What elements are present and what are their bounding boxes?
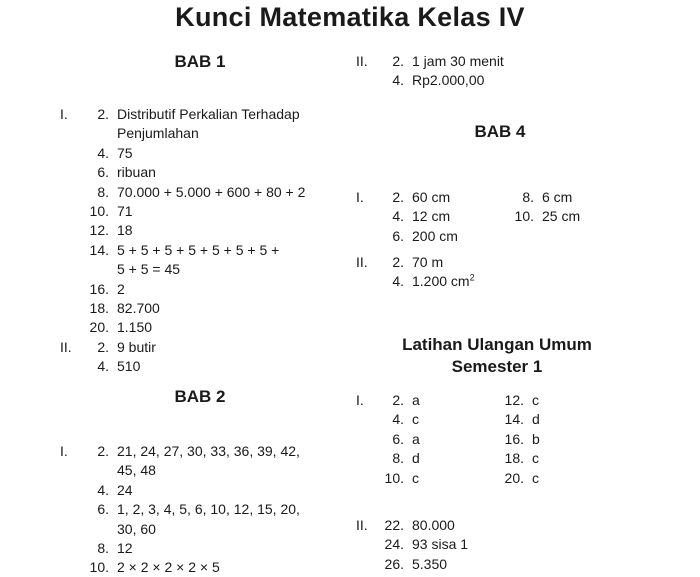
bab1-heading: BAB 1 (174, 52, 226, 71)
latihan-subheading: Semester 1 (451, 357, 543, 376)
latihan-section-ii-label: II. (356, 517, 368, 533)
item-answer: 2 (117, 280, 125, 297)
list-item (380, 252, 443, 272)
list-item (85, 279, 125, 299)
list-item (85, 143, 133, 163)
list-item (85, 519, 156, 539)
item-number: 12. (89, 222, 109, 239)
list-item (85, 538, 133, 558)
item-number: 10. (514, 208, 534, 225)
item-answer: 12 cm (412, 208, 451, 225)
item-answer: 5.350 (412, 555, 448, 572)
item-number: 16. (504, 430, 524, 447)
list-item (380, 51, 504, 71)
item-number: 6. (392, 227, 404, 244)
list-item (85, 317, 152, 337)
item-answer: 71 (117, 203, 133, 219)
item-number: 2. (97, 443, 109, 459)
item-answer: 2 × 2 × 2 × 2 × 5 (117, 559, 220, 576)
list-item (380, 390, 420, 410)
item-answer: 25 cm (542, 208, 581, 225)
list-item (500, 390, 539, 410)
item-answer: 6 cm (542, 189, 573, 205)
item-answer: 9 butir (117, 339, 156, 355)
list-item (85, 259, 180, 279)
bab4-section-i-label: I. (356, 189, 364, 205)
item-answer: c (532, 469, 539, 486)
list-item (500, 448, 539, 468)
list-item (380, 429, 420, 449)
list-item (85, 441, 300, 461)
item-number: 4. (392, 208, 404, 225)
item-answer: 18 (117, 222, 133, 239)
item-answer: 510 (117, 358, 141, 375)
item-number: 4. (97, 144, 109, 161)
item-answer: 24 (117, 481, 133, 498)
bab1-section-ii-label: II. (60, 339, 72, 355)
list-item (380, 206, 450, 226)
item-number: 20. (504, 469, 524, 486)
item-answer: 75 (117, 144, 133, 161)
item-number: 8. (97, 183, 109, 200)
list-item (85, 557, 220, 577)
item-answer: 70.000 + 5.000 + 600 + 80 + 2 (117, 183, 306, 200)
item-number: 18. (89, 300, 109, 316)
item-answer: Distributif Perkalian Terhadap (117, 106, 300, 122)
item-number: 8. (97, 540, 109, 556)
item-answer: 45, 48 (117, 462, 156, 479)
bab3-section-ii-label: II. (356, 53, 368, 69)
item-answer: d (532, 411, 540, 428)
item-number: 12. (504, 392, 524, 408)
list-item (85, 298, 160, 318)
item-number: 26. (384, 555, 404, 572)
list-item (500, 468, 539, 488)
list-item (380, 554, 447, 574)
item-answer: ribuan (117, 164, 156, 181)
list-item (380, 187, 450, 207)
item-answer: 70 m (412, 254, 444, 270)
list-item (85, 123, 199, 143)
item-answer: 60 cm (412, 189, 451, 205)
item-answer: 93 sisa 1 (412, 536, 469, 553)
list-item (380, 226, 458, 246)
list-item (85, 104, 300, 124)
item-number: 18. (504, 450, 524, 467)
item-answer: 12 (117, 540, 133, 556)
bab4-heading: BAB 4 (474, 122, 526, 141)
list-item (85, 182, 305, 202)
item-answer (412, 271, 475, 291)
list-item (85, 220, 133, 240)
list-item (85, 460, 156, 480)
item-number: 6. (97, 501, 109, 518)
item-number: 4. (392, 411, 404, 428)
item-answer: d (412, 450, 420, 467)
item-number: 2. (392, 392, 404, 408)
item-number: 14. (89, 241, 109, 258)
item-answer: 80.000 (412, 517, 455, 533)
item-number: 2. (97, 339, 109, 355)
item-answer-text: 1.200 cm (412, 273, 470, 289)
item-answer: 30, 60 (117, 520, 156, 537)
item-answer: Rp2.000,00 (412, 72, 485, 89)
item-answer: 82.700 (117, 300, 160, 316)
item-answer: c (412, 411, 419, 428)
item-answer: b (532, 430, 540, 447)
item-answer: c (532, 450, 539, 467)
item-answer: Penjumlahan (117, 125, 199, 142)
item-number: 10. (89, 559, 109, 576)
item-number: 4. (97, 481, 109, 498)
item-answer: c (412, 469, 419, 486)
list-item (85, 356, 140, 376)
list-item (510, 206, 580, 226)
list-item (85, 240, 279, 260)
item-answer: a (412, 392, 420, 408)
list-item (85, 499, 300, 519)
bab2-heading: BAB 2 (174, 387, 226, 406)
item-answer: 1, 2, 3, 4, 5, 6, 10, 12, 15, 20, (117, 501, 300, 518)
item-answer: 1.150 (117, 319, 153, 336)
list-item (380, 468, 419, 488)
item-number: 2. (97, 106, 109, 122)
bab2-section-i-label: I. (60, 443, 68, 459)
item-answer: 200 cm (412, 227, 458, 244)
item-number: 8. (522, 189, 534, 205)
item-answer: a (412, 430, 420, 447)
list-item (85, 201, 133, 221)
item-number: 16. (89, 280, 109, 297)
superscript: 2 (469, 272, 475, 283)
item-answer: 21, 24, 27, 30, 33, 36, 39, 42, (117, 443, 300, 459)
list-item (380, 448, 420, 468)
item-number: 14. (504, 411, 524, 428)
list-item (380, 515, 455, 535)
item-number: 2. (392, 254, 404, 270)
item-number: 4. (97, 358, 109, 375)
list-item (380, 409, 419, 429)
item-number: 2. (392, 189, 404, 205)
item-number: 10. (89, 203, 109, 219)
latihan-heading: Latihan Ulangan Umum (402, 335, 592, 354)
list-item (85, 480, 133, 500)
bab1-section-i-label: I. (60, 106, 68, 122)
item-number: 4. (392, 273, 404, 289)
list-item (380, 534, 468, 554)
list-item (500, 409, 540, 429)
list-item (380, 70, 484, 90)
item-number: 4. (392, 72, 404, 89)
list-item (500, 429, 540, 449)
item-number: 24. (384, 536, 404, 553)
list-item (510, 187, 572, 207)
item-answer: 5 + 5 + 5 + 5 + 5 + 5 + 5 + (117, 241, 280, 258)
item-answer: c (532, 392, 539, 408)
item-number: 20. (89, 319, 109, 336)
list-item (380, 271, 475, 291)
item-number: 2. (392, 53, 404, 69)
item-answer: 1 jam 30 menit (412, 53, 504, 69)
item-number: 22. (384, 517, 404, 533)
latihan-section-i-label: I. (356, 392, 364, 408)
page-title: Kunci Matematika Kelas IV (175, 2, 525, 32)
item-number: 6. (97, 164, 109, 181)
bab4-section-ii-label: II. (356, 254, 368, 270)
item-number: 10. (384, 469, 404, 486)
item-number: 8. (392, 450, 404, 467)
list-item (85, 337, 156, 357)
item-number: 6. (392, 430, 404, 447)
list-item (85, 162, 156, 182)
item-answer: 5 + 5 = 45 (117, 261, 181, 278)
